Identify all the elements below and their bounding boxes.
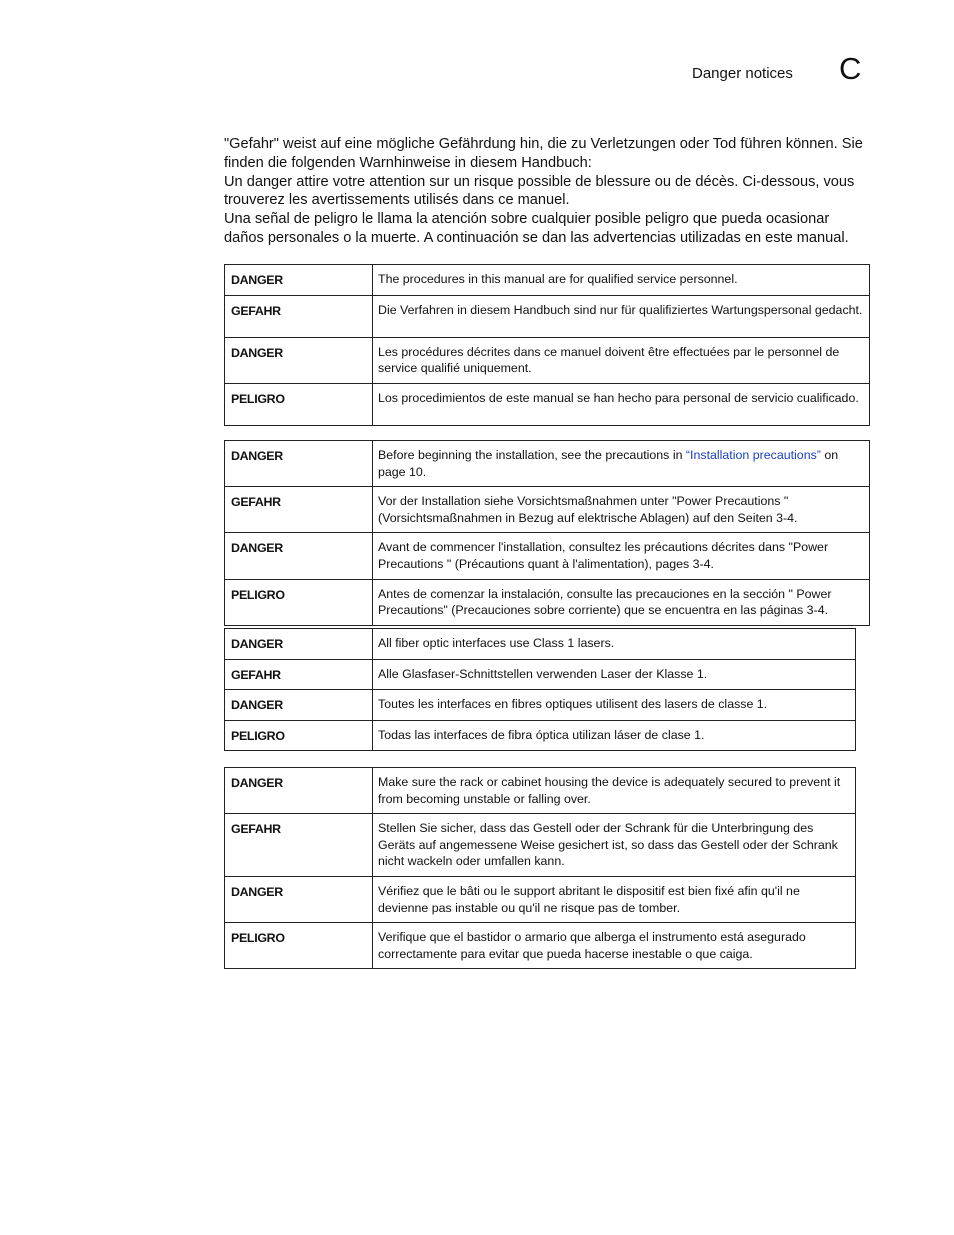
table-row: [225, 876, 856, 922]
notice-text: The procedures in this manual are for qualified service personnel.: [373, 265, 870, 296]
notice-text: Les procédures décrites dans ce manuel doivent être effectuées par le personnel de service qualifié uniquement.: [373, 337, 870, 383]
notice-text: Stellen Sie sicher, dass das Gestell oder der Schrank für die Unterbringung des Geräts auf angemessene Weise gesichert ist, so dass das Gestell oder der Schrank nicht wackeln oder umfallen kann.: [373, 814, 856, 877]
intro-german: "Gefahr" weist auf eine mögliche Gefährdung hin, die zu Verletzungen oder Tod führen können. Sie finden die folgenden Warnhinweise in diesem Handbuch:: [224, 136, 863, 171]
notice-label: DANGER: [225, 876, 373, 922]
section-title: Danger notices: [692, 65, 793, 82]
table-row: [225, 337, 870, 383]
notice-text: Make sure the rack or cabinet housing the device is adequately secured to prevent it from becoming unstable or falling over.: [373, 768, 856, 814]
notice-text: Alle Glasfaser-Schnittstellen verwenden Laser der Klasse 1.: [373, 659, 856, 690]
notice-text: Toutes les interfaces en fibres optiques utilisent des lasers de classe 1.: [373, 690, 856, 721]
appendix-letter: C: [839, 51, 862, 86]
notice-text: All fiber optic interfaces use Class 1 lasers.: [373, 629, 856, 660]
notice-text: Vérifiez que le bâti ou le support abritant le dispositif est bien fixé afin qu'il ne devienne pas instable ou qu'il ne risque pas de tomber.: [373, 876, 856, 922]
table-row: [225, 383, 870, 425]
notice-table-rack-secured: [224, 767, 856, 969]
notice-text: Die Verfahren in diesem Handbuch sind nur für qualifiziertes Wartungspersonal gedacht.: [373, 295, 870, 337]
table-row: [225, 265, 870, 296]
table-row: [225, 690, 856, 721]
notice-text: Verifique que el bastidor o armario que alberga el instrumento está asegurado correctamente para evitar que pueda hacerse inestable o que caiga.: [373, 923, 856, 969]
notice-label: DANGER: [225, 265, 373, 296]
intro-french: Un danger attire votre attention sur un risque possible de blessure ou de décès. Ci-dessous, vous trouverez les avertissements utilisés dans ce manuel.: [224, 173, 855, 209]
notice-label: DANGER: [225, 768, 373, 814]
table-row: [225, 768, 856, 814]
notice-text: Los procedimientos de este manual se han hecho para personal de servicio cualificado.: [373, 383, 870, 425]
notice-label: PELIGRO: [225, 579, 373, 625]
notice-label: GEFAHR: [225, 659, 373, 690]
table-row: [225, 629, 856, 660]
table-row: [225, 659, 856, 690]
notice-label: PELIGRO: [225, 923, 373, 969]
notice-label: GEFAHR: [225, 295, 373, 337]
table-row: [225, 295, 870, 337]
notice-label: DANGER: [225, 690, 373, 721]
table-row: [225, 720, 856, 751]
table-row: [225, 579, 870, 625]
page-header: [692, 51, 872, 95]
table-row: [225, 923, 856, 969]
notice-label: PELIGRO: [225, 383, 373, 425]
notice-table-installation-precautions: [224, 440, 870, 626]
notice-label: PELIGRO: [225, 720, 373, 751]
intro-spanish: Una señal de peligro le llama la atención sobre cualquier posible peligro que pueda ocasionar daños personales o la muerte. A continuación se dan las advertencias utilizadas en este manual.: [224, 211, 849, 246]
notice-table-qualified-personnel: [224, 264, 870, 426]
notice-label: DANGER: [225, 533, 373, 579]
notice-text: Vor der Installation siehe Vorsichtsmaßnahmen unter "Power Precautions " (Vorsichtsmaßnahmen in Bezug auf elektrische Ablagen) auf den Seiten 3-4.: [373, 487, 870, 533]
notice-text: Antes de comenzar la instalación, consulte las precauciones en la sección " Power Precautions" (Precauciones sobre corriente) que se encuentra en las páginas 3-4.: [373, 579, 870, 625]
notice-text: Avant de commencer l'installation, consultez les précautions décrites dans "Power Precautions " (Précautions quant à l'alimentation), pages 3-4.: [373, 533, 870, 579]
table-row: [225, 441, 870, 487]
notice-label: DANGER: [225, 629, 373, 660]
notice-label: GEFAHR: [225, 814, 373, 877]
notice-label: DANGER: [225, 441, 373, 487]
table-row: [225, 487, 870, 533]
notice-text-after: on page 10.: [378, 448, 839, 479]
notice-text: Todas las interfaces de fibra óptica utilizan láser de clase 1.: [373, 720, 856, 751]
notice-label: GEFAHR: [225, 487, 373, 533]
notice-text-before: Before beginning the installation, see the precautions in: [378, 448, 686, 462]
table-row: [225, 533, 870, 579]
intro-text: [224, 135, 872, 248]
installation-precautions-link[interactable]: “Installation precautions”: [685, 448, 821, 462]
notice-table-fiber-lasers: [224, 628, 856, 751]
table-row: [225, 814, 856, 877]
notice-label: DANGER: [225, 337, 373, 383]
notice-text: [373, 441, 870, 487]
